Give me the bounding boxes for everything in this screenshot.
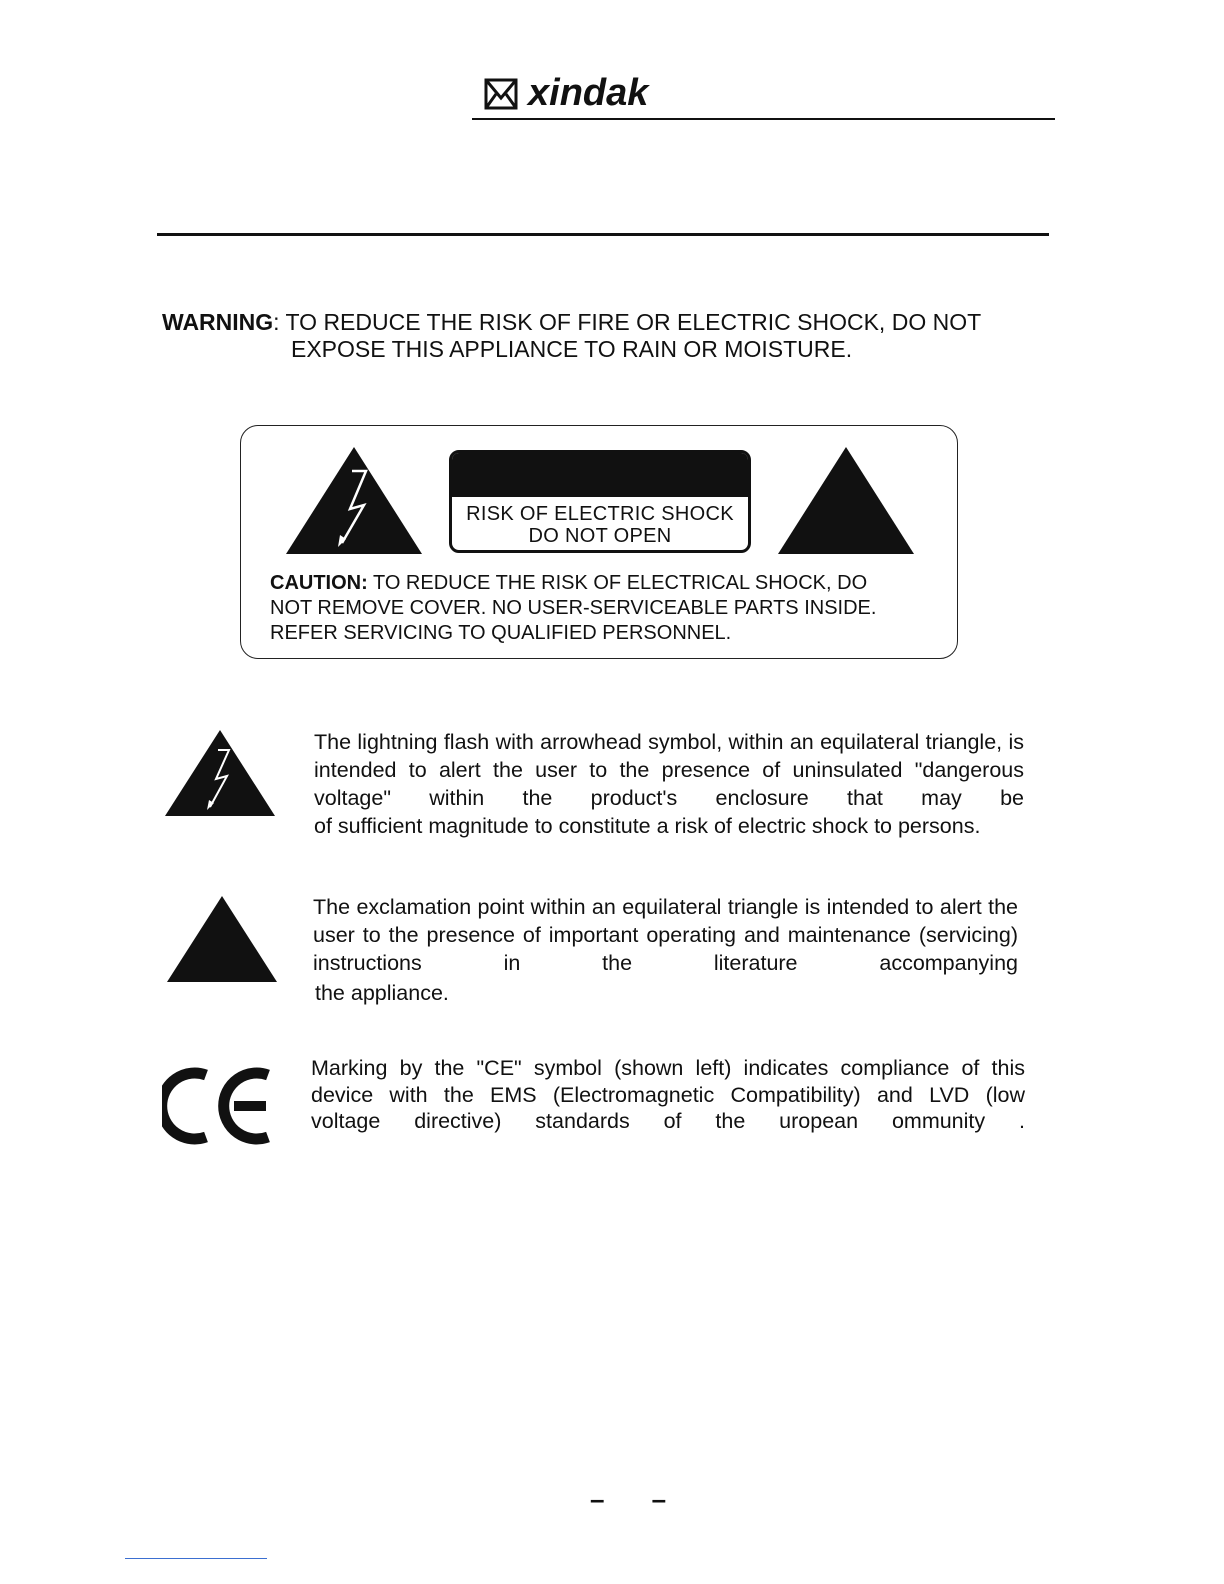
- label-line-2: DO NOT OPEN: [528, 525, 672, 547]
- exclamation-triangle-icon: [778, 447, 914, 554]
- page-number-marker: – –: [590, 1484, 687, 1514]
- ce-text-last: voltage directive) standards of the uropean ommunity .: [311, 1109, 1025, 1133]
- risk-of-shock-label: [449, 450, 751, 553]
- warning-label: WARNING: [162, 309, 274, 335]
- lightning-text-last: of sufficient magnitude to constitute a risk of electric shock to persons.: [314, 814, 981, 838]
- warning-line-2: EXPOSE THIS APPLIANCE TO RAIN OR MOISTURE.: [291, 336, 853, 362]
- section-divider: [157, 233, 1049, 236]
- lightning-triangle-icon: [286, 447, 422, 554]
- warning-statement: [162, 309, 1062, 363]
- ce-text-main: Marking by the "CE" symbol (shown left) indicates compliance of this device with the EMS (Electromagnetic Compatibility) and LVD (low: [311, 1056, 1025, 1107]
- caution-label: CAUTION:: [270, 572, 368, 594]
- ce-symbol-explanation: [311, 1055, 1025, 1135]
- caution-line-3: REFER SERVICING TO QUALIFIED PERSONNEL.: [270, 622, 732, 644]
- label-band: [452, 453, 748, 497]
- ce-mark-icon: [162, 1065, 274, 1147]
- footer-link-line: [125, 1558, 267, 1559]
- header-rule: [472, 118, 1055, 120]
- exclamation-symbol-explanation: [313, 893, 1018, 1007]
- exclamation-triangle-icon: [167, 896, 277, 982]
- lightning-symbol-explanation: [314, 728, 1024, 840]
- caution-line-2: NOT REMOVE COVER. NO USER-SERVICEABLE PARTS INSIDE.: [270, 597, 877, 619]
- lightning-text-main: The lightning flash with arrowhead symbol, within an equilateral triangle, is intended to alert the user to the presence of uninsulated "dangerous voltage" within the product's enclosure that may be: [314, 730, 1024, 810]
- caution-line-1: TO REDUCE THE RISK OF ELECTRICAL SHOCK, DO: [367, 572, 868, 594]
- lightning-triangle-icon: [165, 730, 275, 816]
- exclamation-text-last: the appliance.: [315, 981, 449, 1005]
- exclamation-text-main: The exclamation point within an equilateral triangle is intended to alert the user to the presence of important operating and maintenance (servicing) instructions in the literature accompanying: [313, 895, 1018, 975]
- warning-line-1: : TO REDUCE THE RISK OF FIRE OR ELECTRIC SHOCK, DO NOT: [273, 309, 982, 335]
- brand-name: xindak: [528, 72, 649, 114]
- caution-text: [270, 571, 950, 646]
- xindak-logo-mark-icon: [484, 78, 518, 110]
- label-text: [452, 497, 748, 547]
- label-line-1: RISK OF ELECTRIC SHOCK: [466, 503, 734, 525]
